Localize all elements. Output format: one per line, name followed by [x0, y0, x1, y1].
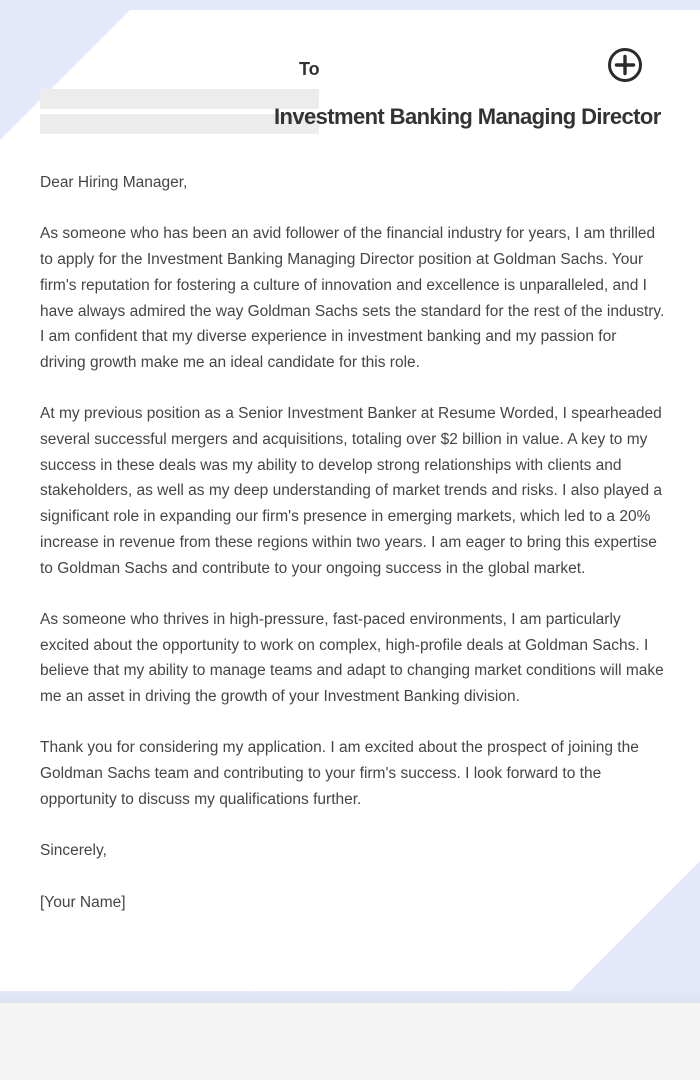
body-paragraph: Thank you for considering my application. I am excited about the prospect of joining the Goldman Sachs team and contributing to your firm's success. I look forward to the opportunity to discuss my qualifications further.: [40, 739, 639, 808]
letter-body: [40, 170, 665, 941]
closing: Sincerely,: [40, 842, 107, 860]
page-bottom-edge: [0, 991, 700, 1003]
recipient-label: To: [299, 59, 320, 79]
body-paragraph: As someone who has been an avid follower of the financial industry for years, I am thrilled to apply for the Investment Banking Managing Director position at Goldman Sachs. Your firm's reputation for fostering a culture of innovation and excellence is unparalleled, and I have always admired the way Goldman Sachs sets the standard for the rest of the industry. I am confident that my diverse experience in investment banking and my passion for driving growth make me an ideal candidate for this role.: [40, 225, 665, 371]
circle-plus-icon[interactable]: [607, 47, 643, 83]
body-paragraph: As someone who thrives in high-pressure, fast-paced environments, I am particularly excited about the opportunity to work on complex, high-profile deals at Goldman Sachs. I believe that my ability to manage teams and adapt to changing market conditions will make me an asset in driving the growth of your Investment Banking division.: [40, 610, 664, 706]
job-title: Investment Banking Managing Director: [274, 104, 661, 129]
signature: [Your Name]: [40, 893, 126, 911]
body-paragraph: At my previous position as a Senior Investment Banker at Resume Worded, I spearheaded several successful mergers and acquisitions, totaling over $2 billion in value. A key to my success in these deals was my ability to develop strong relationships with clients and stakeholders, as well as my deep understanding of market trends and risks. I also played a significant role in expanding our firm's presence in emerging markets, which led to a 20% increase in revenue from these regions within two years. I am eager to bring this expertise to Goldman Sachs and contribute to your ongoing success in the global market.: [40, 405, 663, 577]
salutation: Dear Hiring Manager,: [40, 174, 188, 191]
